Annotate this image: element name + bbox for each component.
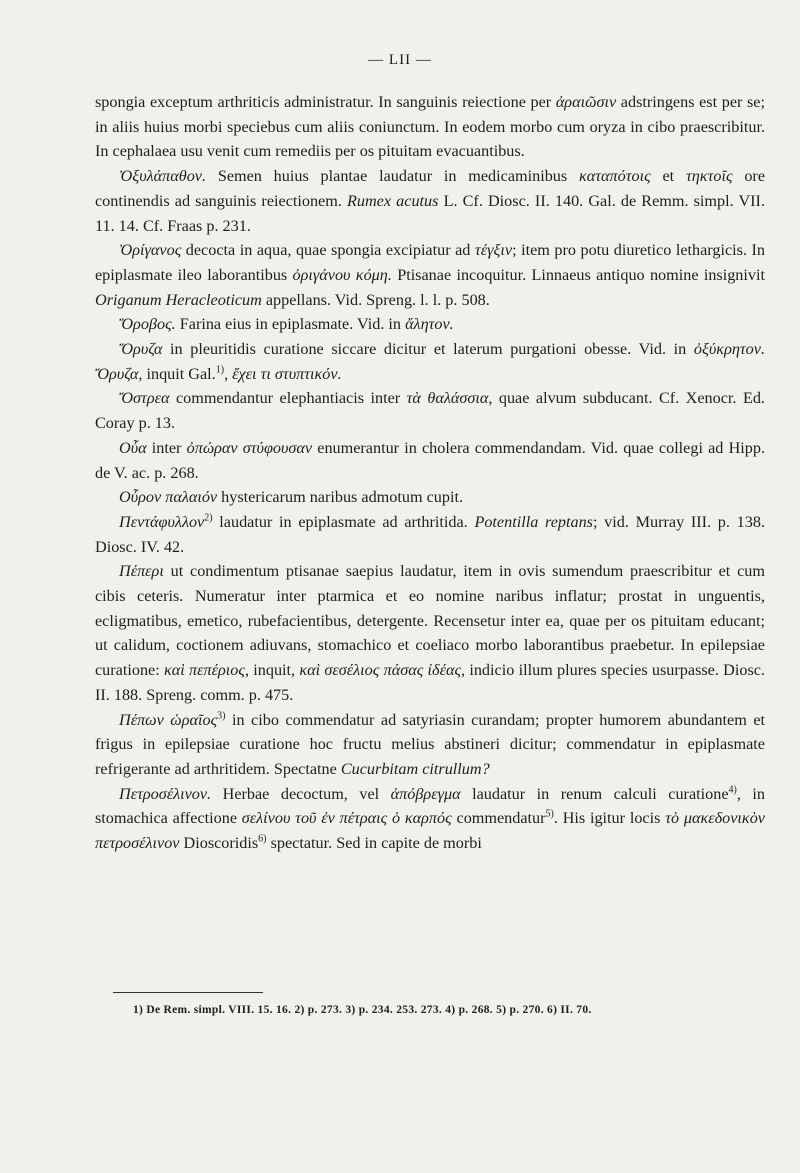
greek-term: Ὀξυλάπαθον.: [119, 167, 207, 186]
greek-term: Πέπων ὡραῖος: [119, 710, 218, 729]
greek-term: ὀπώραν στύφουσαν: [186, 438, 313, 457]
text-run: appellans. Vid. Spreng. l. l. p. 508.: [261, 290, 490, 309]
greek-term: Πεντάφυλλον: [119, 512, 205, 531]
greek-term: καὶ πεπέριος,: [164, 661, 249, 680]
paragraph-p3: [95, 238, 765, 312]
paragraph-p12: [95, 782, 765, 856]
greek-term: καὶ σεσέλιος πάσας ἰδέας,: [299, 661, 466, 680]
text-run: Farina eius in epiplasmate. Vid. in: [175, 315, 406, 334]
latin-binomial: Cucurbitam citrullum?: [340, 759, 490, 778]
text-run: decocta in aqua, quae spongia excipiatur ad: [181, 241, 475, 260]
greek-term: τὰ θαλάσσια: [406, 389, 489, 408]
greek-term: τέγξιν: [474, 241, 513, 260]
footnote-ref: 3): [217, 710, 226, 722]
text-run: spectatur. Sed in capite de morbi: [266, 834, 482, 853]
text-run: in pleuritidis curatione siccare dicitur et laterum purgationi obesse. Vid. in: [162, 340, 694, 359]
greek-term: Ὄστρεα: [119, 389, 170, 408]
text-run: commendantur elephantiacis inter: [169, 389, 407, 408]
text-run: et: [650, 167, 686, 186]
greek-term: Οὖα: [119, 438, 147, 457]
text-run: ; item pro potu diuretico lethargicis. In epiplasmate ileo laborantibus: [95, 241, 765, 284]
text-run: , in stomachica affectione: [95, 784, 765, 828]
footnote-ref: 2): [204, 512, 213, 524]
text-run: inter: [146, 438, 187, 457]
text-run: laudatur in renum calculi curatione: [460, 784, 729, 803]
paragraph-p5: [95, 337, 765, 386]
greek-term: ὀριγάνου κόμη.: [292, 265, 392, 284]
greek-term: καταπότοις: [578, 167, 651, 186]
text-run: ,: [224, 364, 233, 383]
greek-term: ἀραιῶσιν: [555, 93, 617, 111]
greek-term: ὀξύκρητον.: [693, 340, 765, 359]
text-run: hystericarum naribus admotum cupit.: [217, 488, 464, 507]
text-run: Herbae decoctum, vel: [211, 784, 391, 803]
greek-term: Ὄρυζα: [119, 340, 163, 359]
footnote-ref: 1): [215, 364, 225, 376]
text-run: adstringens est per se; in aliis huius morbi speciebus cum aliis coniunctum. In eodem morbo cum oryza in cibo praescribitur. In cephalaea usu venit cum remediis per os pituitam evacuantibus.: [95, 93, 765, 161]
greek-term: ἀπόβρεγμα: [390, 784, 461, 803]
text-run: . His igitur locis: [553, 809, 666, 828]
text-run: inquit Gal.: [142, 364, 216, 383]
paragraph-p11: [95, 708, 765, 782]
text-run: Ptisanae incoquitur. Linnaeus antiquo nomine insignivit: [391, 265, 765, 284]
greek-term: ἄλητον.: [405, 315, 454, 334]
paragraph-p1: [95, 90, 765, 164]
text-run: Dioscoridis: [179, 834, 259, 853]
footnote-ref: 6): [258, 833, 267, 845]
text-run: ore continendis ad sanguinis reiectionem.: [95, 167, 766, 210]
text-run: in cibo commendatur ad satyriasin curandam; propter humorem abundantem et frigus in epilepsiae curatione hoc fructu melius abstineri dicitur; commendatur in epiplasmate refrigerante ad arthritidem. Spectatne: [95, 710, 765, 778]
paragraph-p8: [95, 485, 765, 510]
footnotes: 1) De Rem. simpl. VIII. 15. 16. 2) p. 273. 3) p. 234. 253. 273. 4) p. 268. 5) p. 270. 6) II. 70.: [133, 1004, 592, 1016]
latin-binomial: Origanum Heracleoticum: [95, 290, 262, 309]
paragraph-p4: [95, 312, 765, 337]
greek-term: τηκτοῖς: [685, 167, 733, 186]
paragraph-p6: [95, 386, 765, 435]
text-run: inquit,: [249, 661, 300, 680]
text-run: , quae alvum subducant. Cf. Xenocr. Ed. Coray p. 13.: [95, 389, 765, 433]
text-run: enumerantur in cholera commendandam. Vid. quae collegi ad Hipp. de V. ac. p. 268.: [95, 438, 765, 482]
greek-term: Ὀρίγανος: [119, 241, 182, 260]
text-run: indicio illum plures species usurpasse. Diosc. II. 188. Spreng. comm. p. 475.: [95, 661, 765, 704]
text-run: commendatur: [451, 809, 546, 828]
latin-binomial: Rumex acutus: [347, 191, 439, 210]
footnote-divider: [113, 992, 263, 993]
page-number: — LII —: [368, 52, 432, 68]
greek-term: Ὄρυζα,: [95, 364, 143, 383]
greek-term: Πετροσέλινον.: [119, 784, 212, 803]
text-run: spongia exceptum arthriticis administratur. In sanguinis reiectione per: [95, 93, 556, 111]
text-run: ; vid. Murray III. p. 138. Diosc. IV. 42.: [95, 512, 765, 556]
greek-term: ἔχει τι στυπτικόν.: [232, 364, 342, 383]
greek-term: Πέπερι: [119, 562, 164, 581]
greek-term: τὸ μακεδονικὸν πετροσέλινον: [95, 809, 765, 853]
paragraph-p10: [95, 559, 765, 707]
text-run: laudatur in epiplasmate ad arthritida.: [212, 512, 475, 531]
greek-term: σελίνου τοῦ ἐν πέτραις ὁ καρπός: [241, 809, 452, 828]
paragraph-p2: [95, 164, 765, 238]
text-run: L. Cf. Diosc. II. 140. Gal. de Remm. simpl. VII. 11. 14. Cf. Fraas p. 231.: [95, 191, 765, 235]
body-text: [95, 90, 765, 856]
paragraph-p7: [95, 436, 765, 485]
footnote-ref: 5): [545, 809, 554, 820]
greek-term: Ὄροβος.: [119, 315, 176, 334]
text-run: Semen huius plantae laudatur in medicaminibus: [206, 167, 579, 186]
latin-binomial: Potentilla reptans: [474, 512, 593, 531]
footnote-ref: 4): [728, 784, 737, 796]
text-run: ut condimentum ptisanae saepius laudatur, item in ovis sumendum praescribitur et cum cibis ceteris. Numeratur inter ptarmica et eo nomine naribus inflatur; prostat in unguentis, ecligmatibus, emetico, rubefacientibus, detergente. Recensetur inter ea, quae per os pituitam educant; ut calidum, coctionem adiuvans, stomachico et coeliaco morbo laborantibus praebetur. In epilepsiae curatione:: [95, 562, 765, 680]
paragraph-p9: [95, 510, 765, 559]
greek-term: Οὖρον παλαιόν: [119, 488, 218, 507]
